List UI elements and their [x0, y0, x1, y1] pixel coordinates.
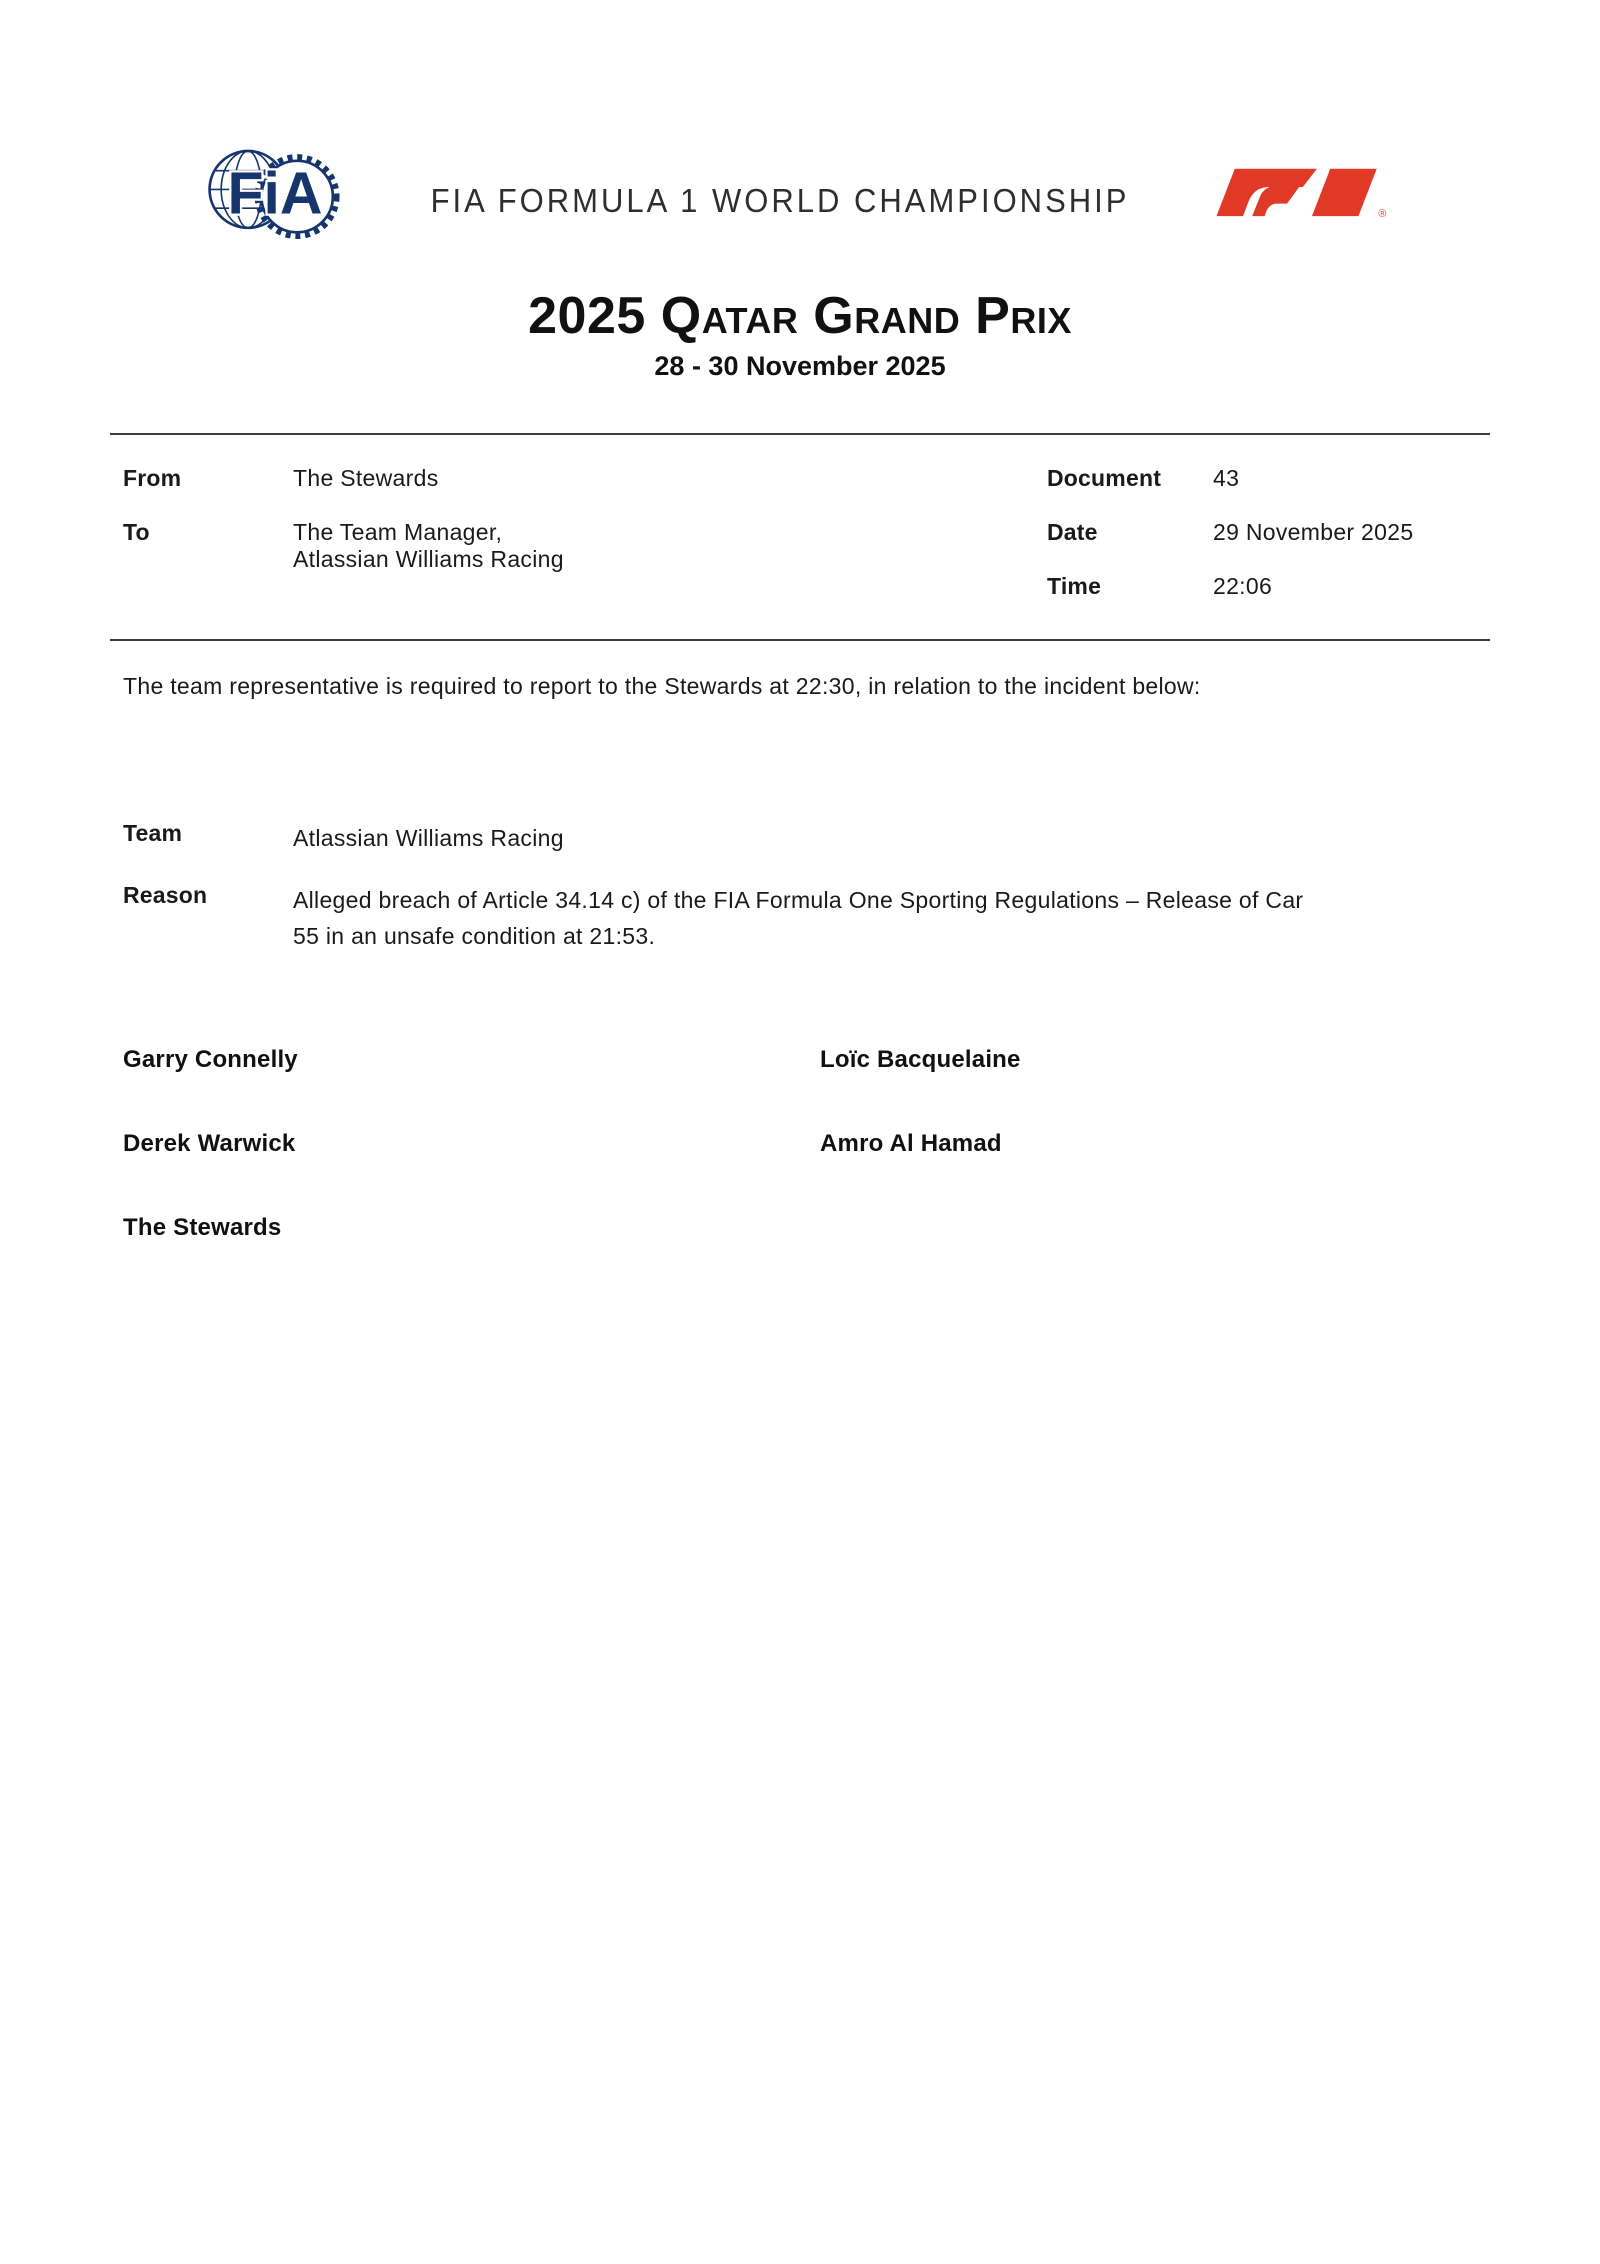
meta-to-value [293, 519, 1047, 627]
meta-to-label: To [123, 519, 150, 545]
meta-from-value: The Stewards [293, 465, 439, 491]
meta-to-value-line1: The Team Manager, [293, 519, 503, 545]
reason-row [123, 882, 1323, 954]
reason-value: Alleged breach of Article 34.14 c) of the FIA Formula One Sporting Regulations – Release of Car 55 in an unsafe condition at 21:53. [293, 887, 1304, 949]
meta-date-value: 29 November 2025 [1213, 519, 1414, 545]
f1-icon [1214, 163, 1390, 221]
signature-name: Garry Connelly [123, 1046, 298, 1073]
meta-time-label: Time [1047, 573, 1102, 599]
reason-label: Reason [123, 882, 208, 908]
fia-logo-text: FiA [227, 161, 323, 227]
team-row [123, 820, 1323, 856]
team-label: Team [123, 820, 183, 846]
f1-registered-mark: ® [1378, 207, 1387, 220]
meta-document-value: 43 [1213, 465, 1240, 491]
signature-name: Loïc Bacquelaine [820, 1046, 1021, 1073]
meta-date-label: Date [1047, 519, 1098, 545]
incident-details [123, 820, 1323, 980]
f1-logo [1214, 163, 1390, 221]
meta-from-label: From [123, 465, 182, 491]
meta-table [110, 433, 1490, 641]
signature-name: Amro Al Hamad [820, 1130, 1002, 1157]
championship-title: FIA FORMULA 1 WORLD CHAMPIONSHIP [430, 182, 1130, 220]
intro-paragraph: The team representative is required to report to the Stewards at 22:30, in relation to the incident below: [123, 673, 1201, 699]
signatures [123, 1046, 1423, 1298]
signature-closing: The Stewards [123, 1214, 282, 1241]
signature-name: Derek Warwick [123, 1130, 296, 1157]
event-dates: 28 - 30 November 2025 [654, 351, 946, 381]
team-value: Atlassian Williams Racing [293, 825, 564, 851]
meta-to-value-line2: Atlassian Williams Racing [293, 546, 564, 572]
meta-time-value: 22:06 [1213, 573, 1273, 599]
meta-document-label: Document [1047, 465, 1162, 491]
event-title: 2025 Qatar Grand Prix [528, 287, 1072, 345]
